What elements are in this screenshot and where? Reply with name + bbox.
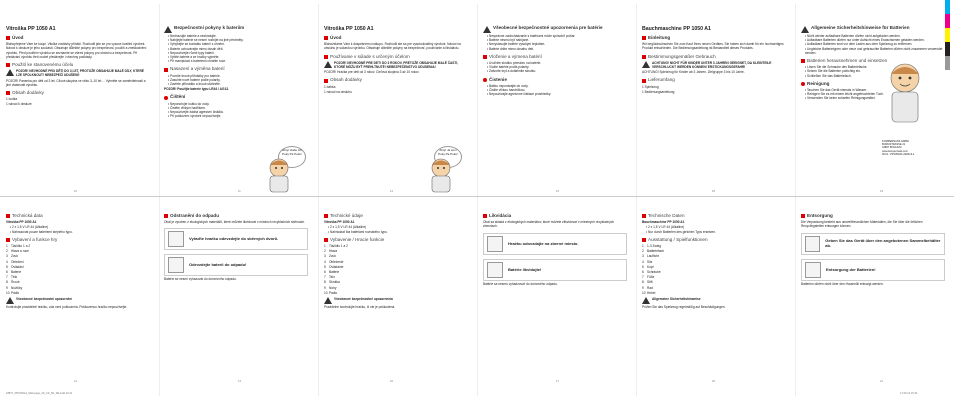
page-number: 16 <box>390 380 393 383</box>
section-heading: Úvod <box>6 36 150 40</box>
bullet-square-icon <box>164 68 168 72</box>
section-heading: Lieferumfang <box>642 78 786 82</box>
section-heading: Obsah dodávky <box>324 78 468 82</box>
battery-list: • Nevhazujte baterie a nezkratujte. • Nabíjejte baterie se nesmí rozbíjet na jiné předměty. • Vyhýbejte se kontaktu baterií s ohněm. • Baterie uchovávejte mimo dosah dětí. • Nepoužívejte různé typy baterií. • Vybité baterie a ze hračky vyjměte. • Při manipulaci s bateriemi chraňte ruce. <box>164 34 308 63</box>
page-cz-battery: Bezpečnostní pokyny k bateriím • Nevhazujte baterie a nezkratujte. • Nabíjejte baterie se nesmí rozbíjet na jiné předměty. • Vyhýbejte se kontaktu baterií s ohněm. • Baterie uchovávejte mimo dosah dětí. • Nepoužívejte různé typy baterií. • Vybité baterie a ze hračky vyjměte. • Při manipulaci s bateriemi chraňte ruce. Nasazení a výměna baterií • Povolte šroub přihrádky pro baterie. • Zasuňte nové baterie podle polarity. • Zavřete přihrádku a šroub utáhněte. POZOR! Použijte baterie typu LR44 / AG13. Čištění • Neponořujte loutku do vody. • Čistěte vlhkým hadříkem. • Nepoužívejte žádná agresivní čistidla. • Při poškození výrobek nepoužívejte. <box>164 26 308 119</box>
disposal-box: Batérie likvidujte! <box>483 259 627 281</box>
page-number: 17 <box>556 380 559 383</box>
section-heading: Batterien herausnehmen und einsetzen <box>801 59 945 63</box>
warning-block: POZOR! NEVHODNÉ PRO DĚTI DO 3 LET, PROTOŽE OBSAHUJE MALÉ DÍLY, KTERÉ LZE SPOLKNOUT! NEBEZPEČÍ UDUŠENÍ! POZOR! Panenka pro děti od 3 let. Cílová skupina ve věku 3–10 let ... Vyhněte se zaměnitelnosti a jiné vlastnosti výrobku. <box>6 69 146 87</box>
battery-bin-icon <box>487 262 503 278</box>
bullet-square-icon <box>6 91 10 95</box>
page-number: 19 <box>880 190 883 193</box>
disposal-box: Entsorgung der Batterien! <box>801 259 945 281</box>
page-cz-disposal: Odstranění do odpadu Obal je vyroben z ekologických materiálů, které můžete likvidovat v místních recyklačních sběrnách. Vyřaďte hračku odevzdejte do sběrných dvorů. Odevzdejte baterii do odpadu! Baterie se nesmí vyhazovat do domovního odpadu. <box>164 210 308 283</box>
row-divider <box>0 196 954 197</box>
warning-triangle-icon <box>483 26 491 33</box>
section-heading: Vloženie a výmena batérií <box>483 55 627 59</box>
speech-bubble: Ahoj! Habe ich Puky Pa Puku! <box>278 146 306 168</box>
bullet-square-icon <box>164 214 168 218</box>
disposal-box: Vyřaďte hračku odevzdejte do sběrných dvorů. <box>164 228 308 250</box>
section-heading: Reinigung <box>801 82 945 86</box>
section-heading: Bezpečnostní pokyny k bateriím <box>164 26 308 33</box>
bullet-square-icon <box>6 63 10 67</box>
bullet-square-icon <box>6 214 10 218</box>
section-heading: Allgemeine Sicherheitshinweise für Batterien <box>801 26 945 33</box>
manufacturer-block: KOMPERNASS GMBH BURGSTRASSE 21 44867 BOCHUM www.kompernass.com ID-Nr.: PP1050A1-092014-1 <box>882 140 915 156</box>
page-number: 14 <box>390 190 393 193</box>
recycle-bin-icon <box>487 236 503 252</box>
section-heading: Všeobecné bezpečnostné upozornenia pre batérie <box>483 26 627 33</box>
section-heading: Používanie v súlade s určeným účelom <box>324 55 468 59</box>
battery-bin-icon <box>168 257 184 273</box>
bullet-square-icon <box>324 55 328 59</box>
battery-bin-icon <box>805 262 821 278</box>
page-cz-intro <box>6 26 150 108</box>
section-heading: Vybavení a funkce hry <box>6 238 150 242</box>
page-title: Vitroška PP 1050 A1 <box>6 26 56 32</box>
bullet-square-icon <box>642 79 646 83</box>
parts-list: 1 1-3 Zweig 2 Batteriefach 3 Lauflicht 4 Sitz 5 Kopf 6 Schraube 7 Füße 8 Stift 9 Rad 10 Hebel <box>642 244 665 295</box>
section-heading: Vybavenie / Hracie funkcie <box>324 238 468 242</box>
page-number: 10 <box>74 190 77 193</box>
section-heading: Nasazení a výměna baterií <box>164 67 308 71</box>
kid-mascot-illustration <box>262 156 296 199</box>
section-heading: Technické údaje <box>324 214 468 218</box>
print-footer-left: 18877_PP1050A1_Mainpage_A5_CZ_SK_DE.indd 10-21 <box>6 392 73 395</box>
page-cz-tech: Technická data Vitroška PP 1050 A1 • 2 x 1,5 V LR 44 (Alkaline) • Nahrazovat pouze bateriemi stejného typu. Vybavení a funkce hry 1 Tlačítko 1 a 2 2 Hlava a ruce 3 Zvuk 4 Oblečení 5 Ovládání 6 Baterie 7 Tělo 8 Šroub 9 Nožičky 10 Pádlo Všeobecné bezpečnostní upozornění Kontrolujte pravidelně hračku, zda není poškozená. Poškozenou hračku nepoužívejte. <box>6 210 150 310</box>
column-divider <box>318 4 319 396</box>
warning-block: ACHTUNG! NICHT FÜR KINDER UNTER 3 JAHREN GEEIGNET, DA KLEINTEILE VERSCHLUCKT WERDEN KÖNNEN! ERSTICKUNGSGEFAHR! ACHTUNG! Spielzeug für Kinder ab 3 Jahren. Zielgruppe 3 bis 10 Jahre. <box>642 60 772 75</box>
section-heading: Úvod <box>324 36 468 40</box>
page-number: 18 <box>712 190 715 193</box>
disposal-box: Geben Sie das Gerät über den angebotenen Sammelbehälter ab. <box>801 233 945 255</box>
bullet-dot-icon <box>483 78 487 82</box>
warning-triangle-icon <box>6 297 14 304</box>
bullet-square-icon <box>642 36 646 40</box>
bullet-square-icon <box>483 214 487 218</box>
section-heading: Bestimmungsgemäßer Gebrauch <box>642 55 786 59</box>
section-heading: Technická data <box>6 214 150 218</box>
section-heading: Čištění <box>164 95 308 99</box>
page-sk-battery: Všeobecné bezpečnostné upozornenia pre batérie • Nesprávne zaobchádzanie s batériami môže spôsobiť požiar. • Batérie nesmú byť nabíjané. • Nevystavujte batérie vysokým teplotám. • Batérie držte mimo dosahu detí. Vloženie a výmena batérií • Uvoľnite skrutku priestoru na batérie. • Vložte batérie podľa polarity. • Zatvorte kryt a dotiahnite skrutku. Čistenie • Bábku neponárajte do vody. • Čistite vlhkou handričkou. • Nepoužívajte agresívne čistiace prostriedky. <box>483 26 627 97</box>
bullet-square-icon <box>801 59 805 63</box>
warning-block: Všeobecné bezpečnostní upozornění Kontrolujte pravidelně hračku, zda není poškozená. Poškozenou hračku nepoužívejte. <box>6 297 128 310</box>
disposal-box: Hračku odovzdajte na zberné miesto. <box>483 233 627 255</box>
bullet-square-icon <box>6 238 10 242</box>
page-de-tech: Technische Daten Bauchmaschine PP 1050 A1 • 2 x 1,5 V LR 44 (Alkaline) • Nur durch Batterien des gleichen Typs ersetzen. Ausstattung / Spielfunktionen 1 1-3 Zweig 2 Batteriefach 3 Lauflicht 4 Sitz 5 Kopf 6 Schraube 7 Füße 8 Stift 9 Rad 10 Hebel Allgemeine Sicherheitshinweise Prüfen Sie das Spielzeug regelmäßig auf Beschädigungen. <box>642 210 786 310</box>
bullet-square-icon <box>324 238 328 242</box>
section-heading: Einleitung <box>642 36 786 40</box>
page-de-disposal: Entsorgung Die Verpackung besteht aus umweltfreundlichen Materialien, die Sie über die örtlichen Recyclingstellen entsorgen können. Geben Sie das Gerät über den angebotenen Sammelbehälter ab. Entsorgung der Batterien! Batterien dürfen nicht über den Hausmüll entsorgt werden. <box>801 210 945 287</box>
scope-item: 1 návod k obsluze <box>6 102 32 107</box>
scope-item: 1 loutka <box>6 97 18 102</box>
bullet-square-icon <box>324 36 328 40</box>
warning-triangle-icon <box>801 26 809 33</box>
warning-triangle-icon <box>642 61 650 68</box>
bullet-dot-icon <box>801 82 805 86</box>
kid-mascot-illustration <box>424 156 458 199</box>
bullet-square-icon <box>483 55 487 59</box>
section-heading: Likvidácia <box>483 214 627 218</box>
disposal-box: Odevzdejte baterii do odpadu! <box>164 254 308 276</box>
warning-block: POZOR! NEVHODNÉ PRE DETI DO 3 ROKOV. PRETOŽE OBSAHUJE MALÉ ČASTI, KTORÉ MÔŽU BYŤ PREHLTNUTÉ! NEBEZPEČENSTVO UDUSENIA! POZOR! Hračka pre deti od 3 rokov. Cieľová skupina 3 až 10 rokov. <box>324 60 459 75</box>
page-number: 15 <box>556 190 559 193</box>
kid-mascot-illustration <box>880 60 930 135</box>
recycle-bin-icon <box>805 236 820 252</box>
section-heading: Použití ke stanovenému účelu <box>6 63 150 67</box>
section-heading: Technische Daten <box>642 214 786 218</box>
page-sk-tech: Technické údaje Vitroška PP 1050 A1 • 2 x 1,5 V LR 44 (Alkaline) • Nahrádzať iba batériami rovnakého typu. Vybavenie / Hracie funkcie 1 Tlačidlo 1 a 2 2 Hlava 3 Zvuk 4 Oblečenie 5 Ovládanie 6 Batérie 7 Telo 8 Skrutka 9 Nohy 10 Pádlo Všeobecné bezpečnostné upozornenia Pravidelne kontrolujte hračku, či nie je poškodená. <box>324 210 468 310</box>
section-heading: Čistenie <box>483 78 627 82</box>
page-de-battery: Allgemeine Sicherheitshinweise für Batterien • Nicht wieder aufladbare Batterien dürfen nicht aufgeladen werden. • Aufladbare Batterien dürfen nur unter Aufsicht eines Erwachsenen geladen werden. • Aufladbare Batterien sind vor dem Laden aus dem Spielzeug zu entfernen. • Ungleiche Batterietypen oder neue und gebrauchte Batterien dürfen nicht zusammen verwendet werden. Batterien herausnehmen und einsetzen • Lösen Sie die Schraube des Batteriefachs. • Setzen Sie die Batterien polrichtig ein. • Schließen Sie das Batteriefach. Reinigung • Tauchen Sie das Gerät niemals in Wasser. • Reinigen Sie es mit einem leicht angefeuchteten Tuch. • Verwenden Sie keine scharfen Reinigungsmittel. <box>801 26 945 102</box>
warning-triangle-icon <box>164 26 172 33</box>
parts-list: 1 Tlačítko 1 a 2 2 Hlava a ruce 3 Zvuk 4 Oblečení 5 Ovládání 6 Baterie 7 Tělo 8 Šroub 9 Nožičky 10 Pádlo <box>6 244 31 295</box>
page-sk-disposal: Likvidácia Obal sa skladá z ekologických materiálov, ktoré môžete zlikvidovať v miestnych recyklačných zberniach. Hračku odovzdajte na zberné miesto. Batérie likvidujte! Batérie sa nesmú vyhadzovať do domového odpadu. <box>483 210 627 287</box>
column-divider <box>636 4 637 396</box>
page-title: Vitroška PP 1050 A1 <box>324 26 374 32</box>
column-divider <box>159 4 160 396</box>
warning-triangle-icon <box>324 297 332 304</box>
column-divider <box>795 4 796 396</box>
page-sk-intro: Vitroška PP 1050 A1 Úvod Blahoželáme Vám k dúspešnému nákupu. Rozhodli ste sa pre vysokokvalitný výrobok. Návod na obsluhu je súčasťou výrobku. Obsahuje dôležité pokyny na bezpečnosť, používanie a likvidáciu. Používanie v súlade s určeným účelom POZOR! NEVHODNÉ PRE DETI DO 3 ROKOV. PRETOŽE OBSAHUJE MALÉ ČASTI, KTORÉ MÔŽU BYŤ PREHLTNUTÉ! NEBEZPEČENSTVO UDUSENIA! POZOR! Hračka pre deti od 3 rokov. Cieľová skupina 3 až 10 rokov. Obsah dodávky 1 bábka 1 návod na obsluhu <box>324 26 468 95</box>
page-number: 13 <box>238 380 241 383</box>
speech-bubble: Ahoj! Ja som Puky Pa Puku! <box>434 146 462 168</box>
print-footer-right: 17.09.14 15:44 <box>900 392 918 395</box>
warning-triangle-icon <box>6 69 14 76</box>
warning-block: Všeobecné bezpečnostné upozornenia Pravidelne kontrolujte hračku, či nie je poškodená. <box>324 297 396 310</box>
bullet-square-icon <box>6 36 10 40</box>
page-number: 20 <box>712 380 715 383</box>
bullet-square-icon <box>324 214 328 218</box>
warning-block: Allgemeine Sicherheitshinweise Prüfen Sie das Spielzeug regelmäßig auf Beschädigungen. <box>642 297 726 310</box>
warning-triangle-icon <box>324 61 332 68</box>
bullet-square-icon <box>642 238 646 242</box>
page-number: 21 <box>880 380 883 383</box>
page-title: Bauchmaschine PP 1050 A1 <box>642 26 711 32</box>
parts-list: 1 Tlačidlo 1 a 2 2 Hlava 3 Zvuk 4 Oblečenie 5 Ovládanie 6 Batérie 7 Telo 8 Skrutka 9 Nohy 10 Pádlo <box>324 244 348 295</box>
page-number: 12 <box>74 380 77 383</box>
column-divider <box>477 4 478 396</box>
section-heading: Obsah dodávky <box>6 91 150 95</box>
warning-triangle-icon <box>642 297 650 304</box>
bullet-square-icon <box>324 79 328 83</box>
intro-text: Blahopřejeme Vám ke koupi. Vitulka vostávky přináší. Rozhodli jste se pro vysoce kvalitní výrobek. Návod k obsluze je jeho součástí. Obsahuje důležité pokyny pro bezpečnost, použití a zneškodnění výrobku. Před použitím výrobku se seznamte se všemi pokyny pro obsluhu a bezpečnost. Při předávání výrobku třetí osobě předávejte i všechny podklady. <box>6 42 147 59</box>
battery-note: POZOR! Použijte baterie typu LR44 / AG13. <box>164 87 229 92</box>
bullet-square-icon <box>801 214 805 218</box>
color-calibration-bar <box>945 0 950 70</box>
section-heading: Entsorgung <box>801 214 945 218</box>
page-de-intro: Bauchmaschine PP 1050 A1 Einleitung Wir beglückwünschen Sie zum Kauf Ihres neuen Gerätes. Sie haben sich damit für ein hochwertiges Produkt entschieden. Die Bedienungsanleitung ist Bestandteil dieses Produkts. Bestimmungsgemäßer Gebrauch ACHTUNG! NICHT FÜR KINDER UNTER 3 JAHREN GEEIGNET, DA KLEINTEILE VERSCHLUCKT WERDEN KÖNNEN! ERSTICKUNGSGEFAHR! ACHTUNG! Spielzeug für Kinder ab 3 Jahren. Zielgruppe 3 bis 10 Jahre. Lieferumfang 1 Spielzeug 1 Bedienungsanleitung <box>642 26 786 95</box>
bullet-dot-icon <box>164 96 168 100</box>
page-number: 11 <box>238 190 241 193</box>
recycle-bin-icon <box>168 231 184 247</box>
bullet-square-icon <box>642 214 646 218</box>
bullet-square-icon <box>642 55 646 59</box>
section-heading: Ausstattung / Spielfunktionen <box>642 238 786 242</box>
section-heading: Odstranění do odpadu <box>164 214 308 218</box>
